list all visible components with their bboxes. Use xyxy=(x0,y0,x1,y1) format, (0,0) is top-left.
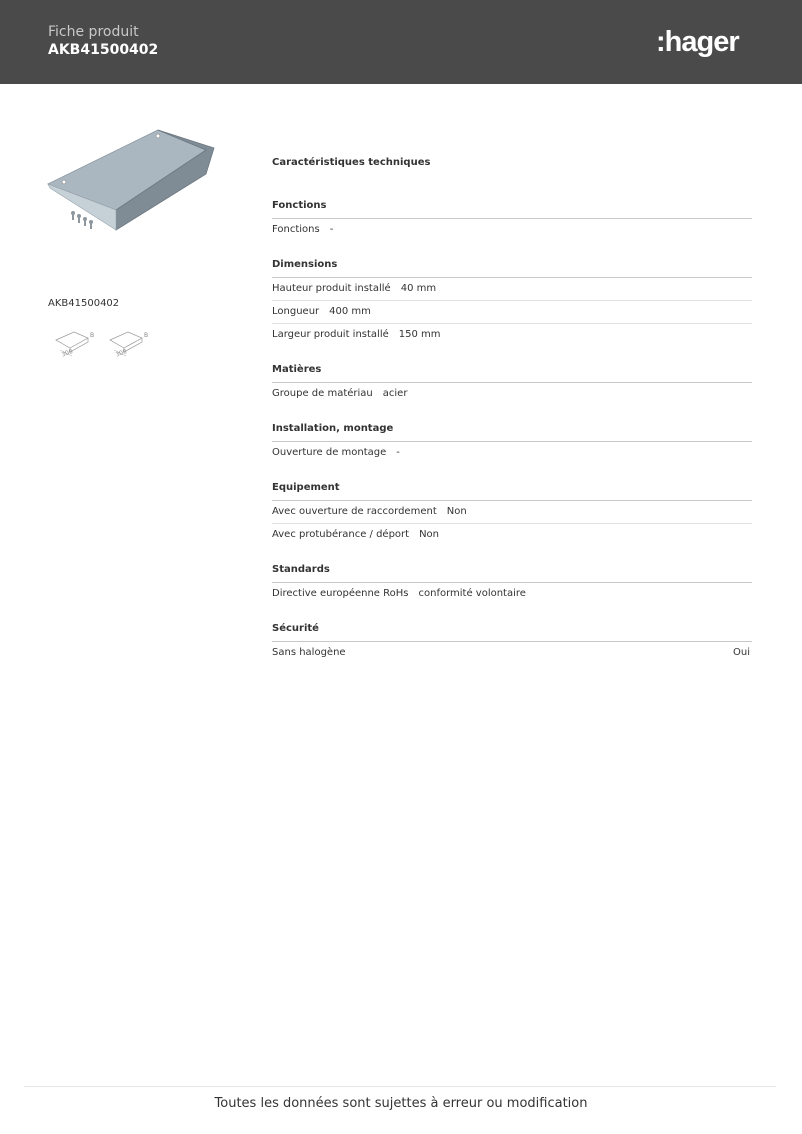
hager-logo-text: :hager xyxy=(656,26,739,58)
specs-heading: Caractéristiques techniques xyxy=(272,157,431,168)
spec-value: acier xyxy=(382,388,408,399)
spec-value: Oui xyxy=(733,647,750,658)
spec-label: Hauteur produit installé xyxy=(272,283,391,294)
spec-value: conformité volontaire xyxy=(418,588,526,599)
section-title: Equipement xyxy=(272,481,752,501)
spec-row xyxy=(272,324,752,347)
spec-row xyxy=(272,583,752,606)
section-installation-montage xyxy=(272,422,752,465)
spec-value: - xyxy=(396,447,400,458)
section-title: Fonctions xyxy=(272,199,752,219)
spec-label: Avec ouverture de raccordement xyxy=(272,506,437,517)
spec-row xyxy=(272,278,752,301)
section-standards xyxy=(272,563,752,606)
spec-value: - xyxy=(329,224,334,235)
spec-label: Directive européenne RoHs xyxy=(272,588,409,599)
spec-label: Avec protubérance / déport xyxy=(272,529,410,540)
dimension-drawing-thumbnail[interactable] xyxy=(52,326,98,360)
section-matieres xyxy=(272,363,752,406)
section-title: Matières xyxy=(272,363,752,383)
dimension-drawing-thumbnail[interactable] xyxy=(106,326,152,360)
spec-value: Non xyxy=(446,506,467,517)
spec-value: Non xyxy=(419,529,440,540)
spec-row xyxy=(272,524,752,547)
section-equipement xyxy=(272,481,752,547)
footer-divider xyxy=(24,1086,776,1087)
hager-logo xyxy=(656,22,756,62)
spec-value: 150 mm xyxy=(398,329,441,340)
footer-disclaimer: Toutes les données sont sujettes à erreur ou modification xyxy=(214,1096,588,1111)
spec-label: Longueur xyxy=(272,306,320,317)
section-dimensions xyxy=(272,258,752,347)
spec-row xyxy=(272,301,752,324)
spec-row xyxy=(272,501,752,524)
spec-value: 400 mm xyxy=(329,306,371,317)
side-product-reference: AKB41500402 xyxy=(48,298,120,309)
technical-specifications xyxy=(272,157,752,681)
svg-text:B: B xyxy=(90,332,95,339)
document-kind: Fiche produit xyxy=(48,24,139,40)
section-title: Installation, montage xyxy=(272,422,752,442)
svg-text:B: B xyxy=(144,332,149,339)
spec-label: Sans halogène xyxy=(272,647,346,658)
section-title: Dimensions xyxy=(272,258,752,278)
spec-row xyxy=(272,442,752,465)
spec-row xyxy=(272,219,752,242)
section-securite xyxy=(272,622,752,665)
product-image xyxy=(46,126,218,236)
spec-label: Largeur produit installé xyxy=(272,329,389,340)
spec-row xyxy=(272,642,752,665)
section-title: Sécurité xyxy=(272,622,752,642)
section-title: Standards xyxy=(272,563,752,583)
spec-label: Ouverture de montage xyxy=(272,447,387,458)
thumbnail-dimension-label: 300 xyxy=(60,348,74,359)
page-header xyxy=(0,0,802,84)
thumbnail-dimension-label: 300 xyxy=(114,348,128,359)
spec-row xyxy=(272,383,752,406)
spec-label: Fonctions xyxy=(272,224,320,235)
spec-value: 40 mm xyxy=(400,283,437,294)
section-fonctions xyxy=(272,199,752,242)
spec-label: Groupe de matériau xyxy=(272,388,373,399)
product-reference-title: AKB41500402 xyxy=(48,42,159,58)
